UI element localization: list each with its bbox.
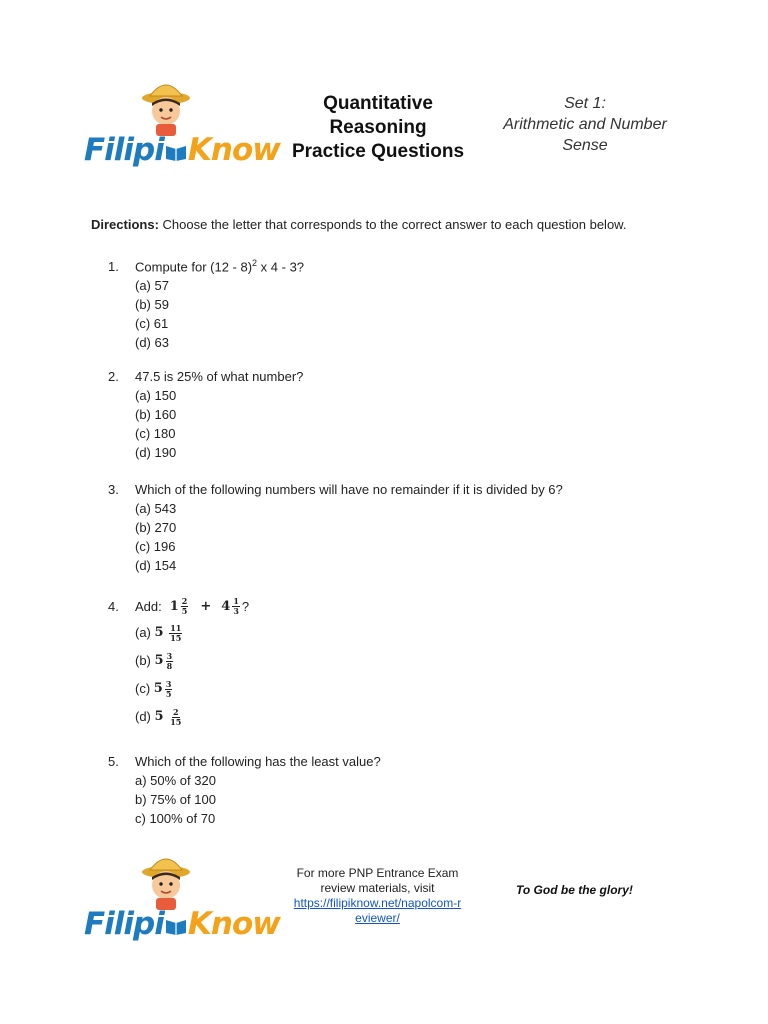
question-text: Compute for (12 - 8)	[135, 259, 253, 275]
question-text: Which of the following numbers will have no remainder if it is divided by 6?	[135, 482, 563, 497]
mixed-number: 1 $\frac{2}{5}$	[169, 595, 188, 616]
answer-option: (a) 543	[135, 501, 177, 516]
answer-option: a) 50% of 320	[135, 773, 216, 788]
exponent: 2	[252, 258, 258, 268]
footer-tagline: To God be the glory!	[516, 883, 633, 897]
question-text-end: x 4 - 3?	[257, 259, 305, 275]
logo-text-filipi: Filipi	[84, 132, 164, 168]
filipiknow-logo	[84, 76, 280, 176]
answer-option: (b) 160	[135, 407, 177, 422]
question-stem	[108, 254, 304, 276]
logo-text-filipi: Filipi	[84, 906, 164, 942]
question-5	[108, 752, 381, 828]
set-line: Sense	[562, 137, 608, 154]
question-stem	[108, 593, 249, 619]
title-line: Reasoning	[329, 117, 427, 138]
question-1	[108, 254, 304, 352]
answer-option: (c) 5 $\frac{3}{5}$	[135, 678, 172, 699]
question-text: 47.5 is 25% of what number?	[135, 369, 304, 384]
answer-option: (d) 154	[135, 558, 177, 573]
question-number: 1.	[108, 259, 119, 275]
answer-option: (d) 190	[135, 445, 177, 460]
boy-mascot-icon	[84, 850, 259, 910]
question-stem	[108, 752, 381, 771]
answer-option: (d) 63	[135, 335, 169, 351]
logo-wordmark	[84, 132, 280, 168]
question-number: 2.	[108, 369, 119, 384]
set-line: Set 1:	[564, 95, 606, 112]
answer-option: (b) 270	[135, 520, 177, 535]
answer-option: (d) 5 $\frac{2}{15}$	[135, 706, 182, 727]
filipiknow-logo-footer	[84, 850, 280, 950]
reviewer-link[interactable]: https://filipiknow.net/napolcom-r	[293, 896, 462, 910]
question-4	[108, 593, 249, 731]
answer-option: (a) 5 $\frac{11}{15}$	[135, 622, 182, 643]
footer-note	[280, 866, 475, 926]
question-number: 4.	[108, 598, 119, 614]
question-text: Add:	[135, 598, 162, 614]
question-number: 5.	[108, 754, 119, 769]
question-mark: ?	[241, 598, 250, 614]
answer-option: (b) 59	[135, 297, 169, 313]
answer-option: (a) 150	[135, 388, 177, 403]
question-3	[108, 480, 563, 575]
question-stem	[108, 480, 563, 499]
page-title	[268, 92, 488, 164]
question-2	[108, 367, 303, 462]
logo-text-know: Know	[187, 906, 280, 942]
question-number: 3.	[108, 482, 119, 497]
answer-option: (b) 5 $\frac{3}{8}$	[135, 650, 173, 671]
answer-option: (c) 180	[135, 426, 176, 441]
answer-option: b) 75% of 100	[135, 792, 216, 807]
set-line: Arithmetic and Number	[503, 116, 667, 133]
directions-text: Choose the letter that corresponds to the correct answer to each question below.	[158, 217, 627, 232]
title-line: Practice Questions	[291, 141, 465, 162]
question-text: Which of the following has the least value?	[135, 754, 381, 769]
set-subtitle	[480, 93, 690, 156]
answer-option: (a) 57	[135, 278, 169, 294]
question-stem	[108, 367, 303, 386]
open-book-icon	[165, 918, 187, 935]
directions-label: Directions:	[91, 217, 159, 232]
plus-operator: +	[200, 598, 212, 614]
answer-option: (c) 196	[135, 539, 176, 554]
footer-line: review materials, visit	[320, 881, 435, 895]
boy-mascot-icon	[84, 76, 259, 136]
answer-option: c) 100% of 70	[135, 811, 216, 826]
directions	[91, 217, 626, 232]
open-book-icon	[165, 144, 187, 161]
logo-text-know: Know	[187, 132, 280, 168]
title-line: Quantitative	[323, 93, 433, 114]
logo-wordmark	[84, 906, 280, 942]
mixed-number: 4 $\frac{1}{3}$	[221, 595, 239, 616]
reviewer-link-cont[interactable]: eviewer/	[355, 911, 400, 925]
footer-line: For more PNP Entrance Exam	[296, 866, 459, 880]
answer-option: (c) 61	[135, 316, 169, 332]
